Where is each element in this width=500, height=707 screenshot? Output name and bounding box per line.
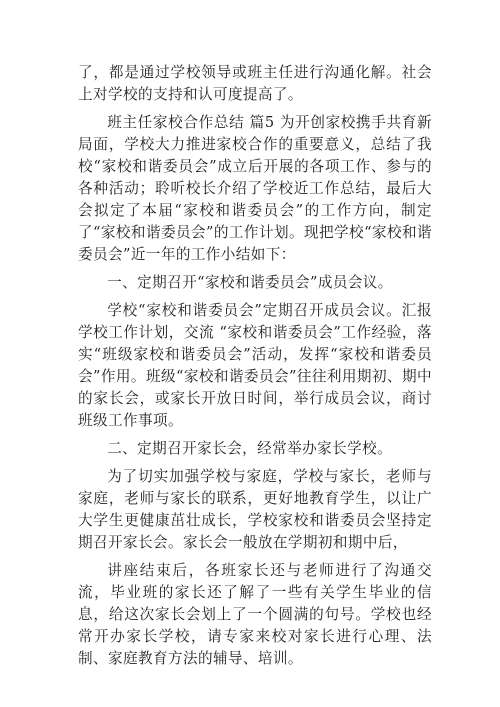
paragraph-lecture-summary: 讲座结束后，各班家长还与老师进行了沟通交流，毕业班的家长还了解了一些有关学生毕业的信息，给这次家长会划上了一个圆满的句号。学校也经常开办家长学校，请专家来校对家长进行心理、法制、家庭教育方法的辅导、培训。 <box>78 562 432 667</box>
paragraph-section-intro: 班主任家校合作总结 篇5 为开创家校携手共育新局面，学校大力推进家校合作的重要意义，总结了我校“家校和谐委员会”成立后开展的各项工作、参与的各种活动；聆听校长介绍了学校近工作总结，最后大会拟定了本届“家校和谐委员会”的工作方向，制定了“家校和谐委员会”的工作计划。现把学校“家校和谐委员会”近一年的工作小结如下： <box>78 114 432 263</box>
paragraph-continuation: 了，都是通过学校领导或班主任进行沟通化解。社会上对学校的支持和认可度提高了。 <box>78 64 432 103</box>
paragraph-meetings: 学校“家校和谐委员会”定期召开成员会议。汇报学校工作计划，交流 “家校和谐委员会”工作经验，落实“班级家校和谐委员会”活动，发挥“家校和谐委员会”作用。班级“家校和谐委员会”往往利用期初、期中的家长会，或家长开放日时间，举行成员会议，商讨班级工作事项。 <box>78 302 432 429</box>
paragraph-parent-meetings: 为了切实加强学校与家庭，学校与家长，老师与家庭，老师与家长的联系，更好地教育学生，以让广大学生更健康茁壮成长，学校家校和谐委员会坚持定期召开家长会。家长会一般放在学期初和期中后， <box>78 468 432 551</box>
document-body <box>78 62 432 670</box>
section-heading-1: 一、定期召开“家校和谐委员会”成员会议。 <box>107 274 393 291</box>
section-heading-2: 二、定期召开家长会，经常举办家长学校。 <box>107 440 393 457</box>
